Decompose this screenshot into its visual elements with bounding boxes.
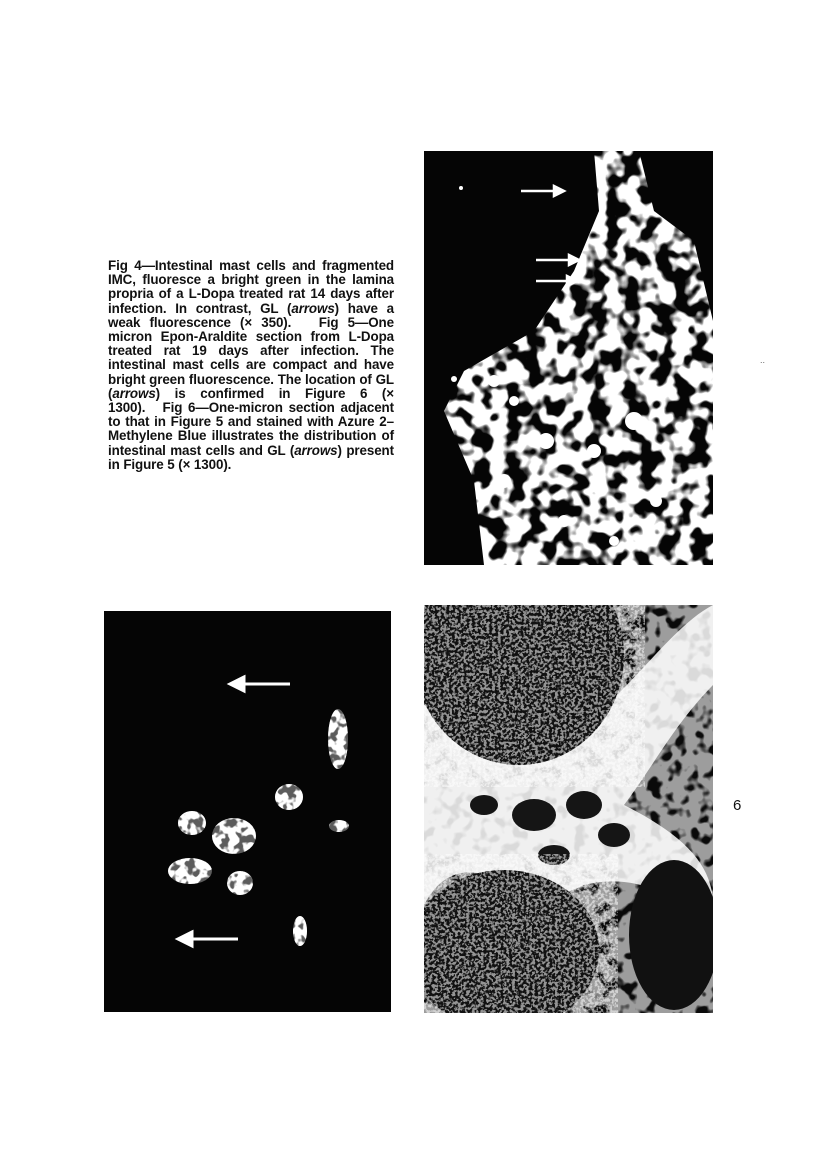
fig4-label: Fig 4 [108, 258, 142, 273]
margin-mark: .. [760, 355, 766, 365]
figure-4-micrograph [424, 151, 713, 565]
fig4-text-b: ) have a weak fluorescence (× 350). [108, 300, 394, 330]
fig6-label: Fig 6 [162, 400, 196, 416]
fig5-label: Fig 5 [318, 314, 355, 330]
figure-6-micrograph [424, 605, 713, 1013]
fig5-arrows: arrows [112, 385, 156, 401]
fig4-arrows: arrows [291, 300, 335, 316]
fig6-text-a: —One-micron section adjacent to that in Figure 5 and stained with Azure 2–Methylene Blue illustrates the distribution of intestinal mast cells and GL ( [108, 400, 394, 458]
fig6-arrows: arrows [294, 442, 338, 458]
figure-5-image [104, 611, 391, 1012]
fig4-text-a: —Intestinal mast cells and fragmented IMC, fluoresce a bright green in the lamina propria of a L-Dopa treated rat 14 days after infection. In contrast, GL ( [108, 258, 394, 316]
fig5-text-a: —One micron Epon-Araldite section from L-Dopa treated rat 19 days after infection. The intestinal mast cells are compact and have bright green fluorescence. The location of GL ( [108, 314, 394, 401]
figure-5-micrograph [104, 611, 391, 1012]
figure-6-image [424, 605, 713, 1013]
figure-caption [108, 259, 394, 472]
figure-4-image [424, 151, 713, 565]
page-number: 6 [733, 797, 742, 814]
fig6-text-b: ) present in Figure 5 (× 1300). [108, 442, 394, 472]
fig5-text-b: ) is confirmed in Figure 6 (× 1300). [108, 385, 394, 416]
